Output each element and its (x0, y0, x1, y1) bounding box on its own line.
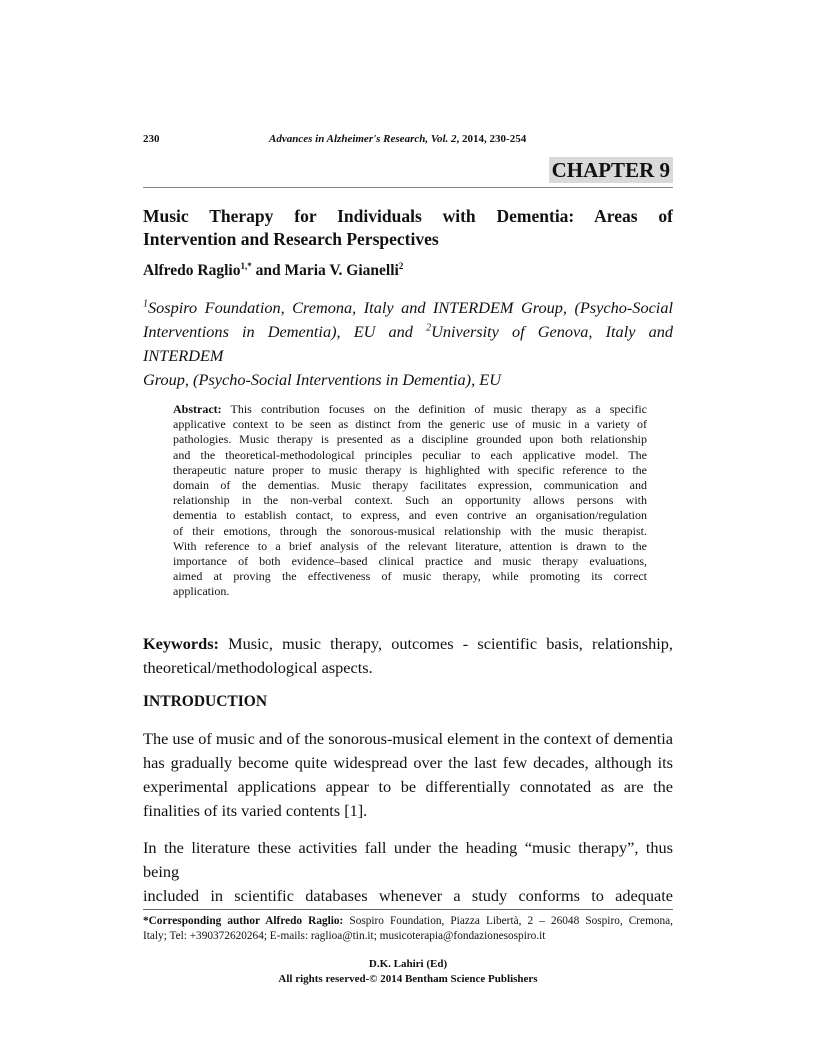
title-line: Intervention and Research Perspectives (143, 229, 439, 249)
journal-citation (269, 132, 526, 146)
footnote-divider (143, 909, 673, 910)
footnote-text: Sospiro Foundation, Piazza Libertà, 2 – 26048 Sospiro, Cremona, (343, 914, 673, 927)
abstract-line: application. (173, 584, 230, 599)
footnote (143, 914, 673, 944)
abstract-line: dementia to establish contact, to express, and even contrive an organisation/regulation (173, 508, 647, 523)
affil-sup: 2 (426, 322, 432, 334)
author-1-sup: 1,* (240, 260, 252, 271)
abstract-line: and the theoretical-methodological principles peculiar to each applicative model. The (173, 447, 647, 462)
keywords-line (143, 632, 673, 656)
publisher-info (143, 957, 673, 987)
author-1: Alfredo Raglio (143, 262, 241, 279)
affiliations (143, 296, 673, 392)
paragraph-1 (143, 727, 673, 823)
abstract-line: of their emotions, through the sonorous-musical relationship with the music therapist. (173, 523, 647, 538)
abstract-line: With reference to a brief analysis of the relevant literature, attention is drawn to the (173, 538, 647, 553)
paragraph-line: In the literature these activities fall under the heading “music therapy”, thus being (143, 837, 673, 881)
page-content (143, 0, 673, 987)
chapter-label: CHAPTER 9 (549, 157, 673, 183)
editor: D.K. Lahiri (Ed) (368, 957, 448, 970)
authors (143, 261, 673, 281)
affiliation-line (143, 296, 673, 320)
abstract-line: therapeutic nature proper to music therapy is highlighted with specific reference to the (173, 462, 647, 477)
year-pages: , 2014, 230-254 (456, 133, 527, 145)
author-2: Maria V. Gianelli (284, 262, 399, 279)
copyright: All rights reserved-© 2014 Bentham Science Publishers (278, 972, 538, 985)
running-header (143, 132, 673, 146)
author-conj: and (251, 262, 285, 279)
abstract-line-label: Abstract: (173, 402, 222, 416)
paragraph-line: finalities of its varied contents [1]. (143, 800, 368, 820)
affiliation-line: Group, (Psycho-Social Interventions in Dementia), EU (143, 370, 501, 389)
abstract-line (173, 402, 647, 417)
paragraph-line: has gradually become quite widespread over the last few decades, although its (143, 752, 673, 772)
abstract-line: relationship in the non-verbal context. Such an opportunity allows persons with (173, 493, 647, 508)
abstract-line: importance of both evidence–based clinical practice and music therapy evaluations, (173, 554, 647, 569)
page-number: 230 (143, 133, 160, 145)
keywords-line-text: Music, music therapy, outcomes - scientific basis, relationship, (218, 633, 673, 653)
abstract-line: aimed at proving the effectiveness of music therapy, while promoting its correct (173, 569, 647, 584)
keywords-line: theoretical/methodological aspects. (143, 657, 373, 677)
chapter-title (143, 205, 673, 251)
paragraph-line: experimental applications appear to be differentially connotated as are the (143, 776, 673, 796)
affil-sup: 1 (143, 298, 148, 310)
chapter-label-row (143, 157, 673, 185)
abstract-line: domain of the dementias. Music therapy facilitates expression, communication and (173, 478, 647, 493)
section-heading-introduction: INTRODUCTION (143, 692, 268, 710)
title-line: Music Therapy for Individuals with Dementia: Areas of (143, 206, 673, 226)
keywords (143, 632, 673, 680)
abstract (173, 402, 647, 600)
paragraph-line: included in scientific databases whenever a study conforms to adequate (143, 885, 673, 905)
keywords-line-label: Keywords: (143, 633, 219, 653)
abstract-line: applicative context to be seen as distinct from the generic use of music in a variety of (173, 417, 647, 432)
affil-text: University of Genova, Italy and INTERDEM (143, 322, 673, 365)
footnote-label: *Corresponding author Alfredo Raglio: (143, 914, 344, 927)
header-divider (143, 187, 673, 188)
abstract-line: pathologies. Music therapy is presented as a discipline grounded upon both relationship (173, 432, 647, 447)
affil-text: Interventions in Dementia), EU and (143, 322, 427, 341)
footnote-line: Italy; Tel: +390372620264; E-mails: raglioa@tin.it; musicoterapia@fondazionesospiro.it (143, 929, 546, 942)
affiliation-line (143, 320, 673, 368)
journal-name: Advances in Alzheimer's Research, Vol. 2 (269, 133, 457, 145)
affil-text: Sospiro Foundation, Cremona, Italy and INTERDEM Group, (Psycho-Social (148, 298, 673, 317)
paragraph-2 (143, 836, 673, 908)
paragraph-line: The use of music and of the sonorous-musical element in the context of dementia (143, 728, 673, 748)
abstract-line-text: This contribution focuses on the definition of music therapy as a specific (221, 402, 647, 416)
footnote-line (143, 914, 673, 929)
author-2-sup: 2 (398, 260, 404, 271)
